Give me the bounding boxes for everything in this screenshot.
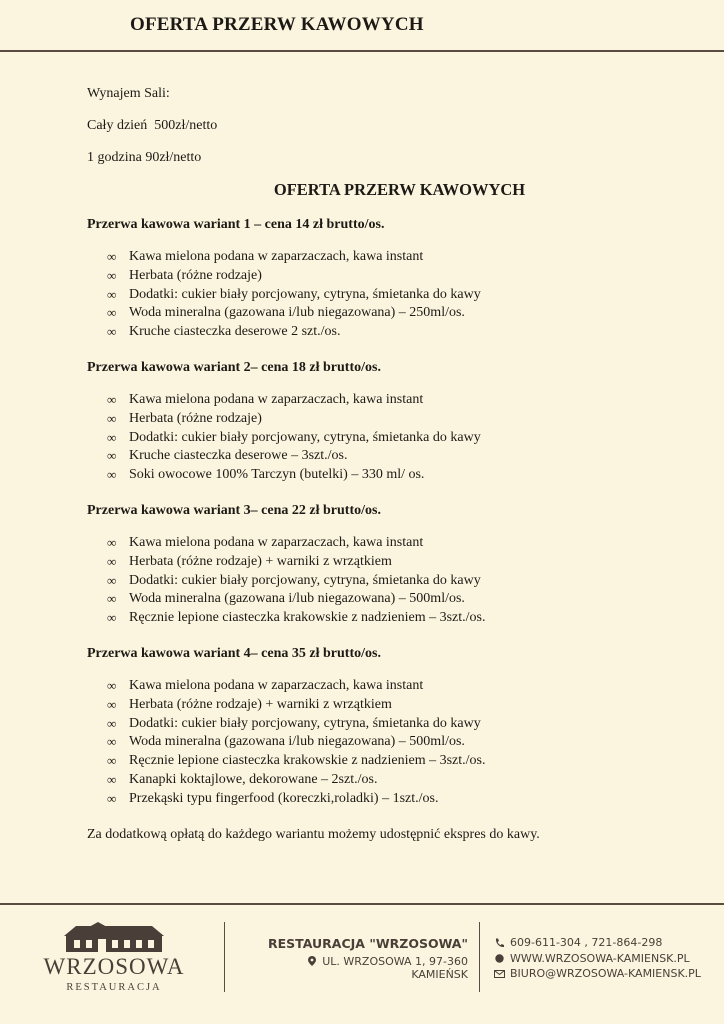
variant-section — [87, 358, 687, 485]
extra-note: Za dodatkową opłatą do każdego wariantu możemy udostępnić ekspres do kawy. — [87, 826, 540, 842]
list-item — [107, 248, 687, 267]
infinity-bullet-icon: ∞ — [107, 771, 117, 787]
variant-section — [87, 501, 687, 628]
infinity-bullet-icon: ∞ — [107, 715, 117, 731]
variant-items — [87, 534, 687, 628]
list-item-text: Woda mineralna (gazowana i/lub niegazowana) – 500ml/os. — [129, 591, 465, 607]
email-row — [488, 966, 718, 982]
variant-section — [87, 215, 687, 342]
list-item-text: Kruche ciasteczka deserowe – 3szt./os. — [129, 448, 348, 464]
restaurant-logo — [36, 922, 192, 998]
header-divider — [0, 50, 724, 52]
logo-subtitle: RESTAURACJA — [66, 982, 162, 993]
document-body — [87, 84, 687, 844]
list-item — [107, 534, 687, 553]
list-item-text: Dodatki: cukier biały porcjowany, cytryna, śmietanka do kawy — [129, 715, 481, 731]
list-item-text: Kanapki koktajlowe, dekorowane – 2szt./os. — [129, 771, 378, 787]
room-full-day-price: Cały dzień 500zł/netto — [87, 118, 218, 133]
infinity-bullet-icon: ∞ — [107, 677, 117, 693]
variant-items — [87, 677, 687, 809]
list-item-text: Soki owocowe 100% Tarczyn (butelki) – 330 ml/ os. — [129, 467, 425, 483]
envelope-icon — [488, 970, 510, 978]
phone-icon — [488, 938, 510, 948]
website-link[interactable]: WWW.WRZOSOWA-KAMIENSK.PL — [510, 951, 690, 965]
list-item-text: Ręcznie lepione ciasteczka krakowskie z nadzieniem – 3szt./os. — [129, 610, 486, 626]
list-item — [107, 391, 687, 410]
list-item — [107, 771, 687, 790]
list-item-text: Woda mineralna (gazowana i/lub niegazowana) – 500ml/os. — [129, 734, 465, 750]
phone-numbers: 609-611-304 , 721-864-298 — [510, 936, 663, 950]
list-item-text: Dodatki: cukier biały porcjowany, cytryna, śmietanka do kawy — [129, 429, 481, 445]
variant-heading: Przerwa kawowa wariant 3– cena 22 zł brutto/os. — [87, 502, 381, 518]
list-item — [107, 286, 687, 305]
infinity-bullet-icon: ∞ — [107, 696, 117, 712]
list-item-text: Herbata (różne rodzaje) — [129, 267, 262, 283]
list-item-text: Herbata (różne rodzaje) + warniki z wrzątkiem — [129, 553, 392, 569]
list-item-text: Ręcznie lepione ciasteczka krakowskie z nadzieniem – 3szt./os. — [129, 753, 486, 769]
list-item — [107, 790, 687, 809]
infinity-bullet-icon: ∞ — [107, 591, 117, 607]
list-item — [107, 572, 687, 591]
infinity-bullet-icon: ∞ — [107, 286, 117, 302]
variant-items — [87, 391, 687, 485]
house-icon — [36, 922, 192, 954]
list-item-text: Kawa mielona podana w zaparzaczach, kawa instant — [129, 249, 424, 264]
list-item-text: Kawa mielona podana w zaparzaczach, kawa instant — [129, 391, 424, 407]
list-item-text: Woda mineralna (gazowana i/lub niegazowana) – 250ml/os. — [129, 305, 465, 321]
variant-heading: Przerwa kawowa wariant 1 – cena 14 zł brutto/os. — [87, 217, 385, 232]
infinity-bullet-icon: ∞ — [107, 324, 117, 340]
globe-icon — [488, 954, 510, 963]
infinity-bullet-icon: ∞ — [107, 534, 117, 550]
list-item — [107, 410, 687, 429]
variant-heading: Przerwa kawowa wariant 4– cena 35 zł brutto/os. — [87, 645, 381, 661]
infinity-bullet-icon: ∞ — [107, 734, 117, 750]
restaurant-address-row — [252, 955, 468, 981]
list-item — [107, 553, 687, 572]
variant-section — [87, 644, 687, 809]
phone-row — [488, 935, 718, 951]
page-header-title: OFERTA PRZERW KAWOWYCH — [130, 14, 424, 35]
variant-items — [87, 248, 687, 342]
infinity-bullet-icon: ∞ — [107, 429, 117, 445]
restaurant-info — [252, 936, 468, 981]
list-item — [107, 733, 687, 752]
list-item — [107, 466, 687, 485]
list-item-text: Herbata (różne rodzaje) — [129, 410, 262, 426]
infinity-bullet-icon: ∞ — [107, 753, 117, 769]
list-item — [107, 609, 687, 628]
list-item-text: Kawa mielona podana w zaparzaczach, kawa instant — [129, 534, 424, 550]
list-item — [107, 267, 687, 286]
location-pin-icon — [308, 956, 316, 966]
list-item — [107, 304, 687, 323]
variants-list — [87, 215, 687, 809]
list-item — [107, 715, 687, 734]
infinity-bullet-icon: ∞ — [107, 410, 117, 426]
list-item — [107, 677, 687, 696]
list-item-text: Herbata (różne rodzaje) + warniki z wrzątkiem — [129, 696, 392, 712]
website-row — [488, 951, 718, 967]
infinity-bullet-icon: ∞ — [107, 305, 117, 321]
contact-info — [488, 935, 718, 982]
footer-separator-left — [224, 922, 225, 992]
list-item — [107, 429, 687, 448]
room-rental-label: Wynajem Sali: — [87, 86, 170, 101]
section-title: OFERTA PRZERW KAWOWYCH — [273, 180, 526, 199]
infinity-bullet-icon: ∞ — [107, 249, 117, 264]
email-link[interactable]: BIURO@WRZOSOWA-KAMIENSK.PL — [510, 967, 701, 981]
restaurant-address: UL. WRZOSOWA 1, 97-360 KAMIEŃSK — [322, 955, 468, 981]
infinity-bullet-icon: ∞ — [107, 448, 117, 464]
infinity-bullet-icon: ∞ — [107, 572, 117, 588]
infinity-bullet-icon: ∞ — [107, 553, 117, 569]
list-item — [107, 590, 687, 609]
infinity-bullet-icon: ∞ — [107, 790, 117, 806]
list-item-text: Kawa mielona podana w zaparzaczach, kawa instant — [129, 677, 424, 693]
list-item — [107, 752, 687, 771]
footer-separator-right — [479, 922, 480, 992]
footer-divider — [0, 903, 724, 905]
list-item — [107, 447, 687, 466]
infinity-bullet-icon: ∞ — [107, 467, 117, 483]
infinity-bullet-icon: ∞ — [107, 267, 117, 283]
logo-wordmark: WRZOSOWA — [43, 954, 185, 979]
list-item-text: Kruche ciasteczka deserowe 2 szt./os. — [129, 324, 341, 340]
list-item — [107, 696, 687, 715]
variant-heading: Przerwa kawowa wariant 2– cena 18 zł brutto/os. — [87, 359, 381, 375]
list-item-text: Dodatki: cukier biały porcjowany, cytryna, śmietanka do kawy — [129, 286, 481, 302]
list-item-text: Dodatki: cukier biały porcjowany, cytryna, śmietanka do kawy — [129, 572, 481, 588]
list-item — [107, 323, 687, 342]
infinity-bullet-icon: ∞ — [107, 610, 117, 626]
infinity-bullet-icon: ∞ — [107, 391, 117, 407]
restaurant-name: RESTAURACJA "WRZOSOWA" — [268, 936, 468, 951]
list-item-text: Przekąski typu fingerfood (koreczki,roladki) – 1szt./os. — [129, 790, 439, 806]
room-hour-price: 1 godzina 90zł/netto — [87, 150, 202, 165]
